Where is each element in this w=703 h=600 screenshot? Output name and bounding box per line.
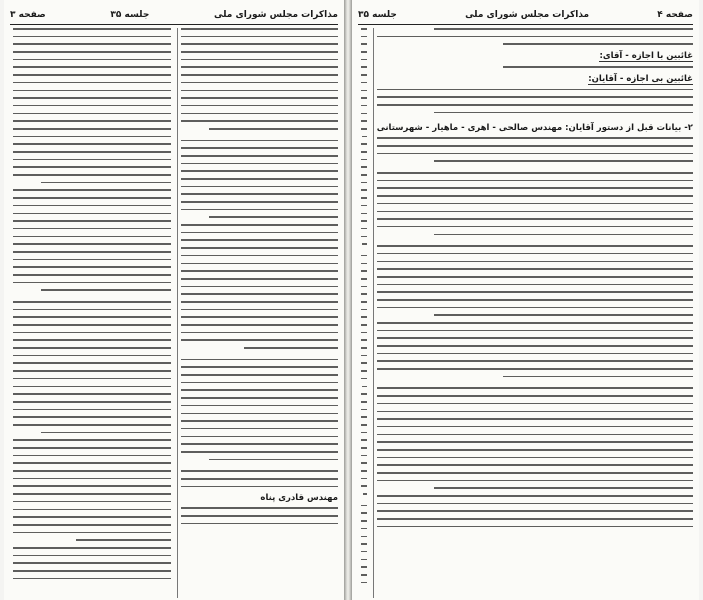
text-line bbox=[361, 324, 367, 326]
text-line bbox=[361, 74, 367, 76]
text-line bbox=[361, 455, 367, 457]
text-line bbox=[361, 432, 367, 434]
text-line bbox=[181, 155, 339, 157]
right-page-column-right bbox=[373, 28, 693, 598]
text-line bbox=[181, 413, 339, 415]
text-line bbox=[377, 411, 693, 413]
text-line bbox=[13, 220, 171, 222]
text-line bbox=[13, 378, 171, 380]
text-line bbox=[361, 551, 367, 553]
absent-without-leave-heading: غائبین بی اجازه - آقایان: bbox=[588, 73, 693, 84]
text-line bbox=[377, 284, 693, 286]
text-line bbox=[377, 226, 693, 228]
text-line bbox=[361, 159, 367, 161]
text-line bbox=[377, 441, 693, 443]
text-line bbox=[181, 428, 339, 430]
text-line bbox=[13, 90, 171, 92]
text-line bbox=[361, 128, 367, 130]
text-line bbox=[181, 105, 339, 107]
text-line bbox=[181, 374, 339, 376]
left-page-header bbox=[10, 6, 338, 25]
text-line bbox=[181, 51, 339, 53]
right-page-session: جلسه ۳۵ bbox=[358, 10, 397, 20]
text-line bbox=[361, 59, 367, 61]
text-line bbox=[13, 36, 171, 38]
text-line bbox=[13, 386, 171, 388]
text-line bbox=[361, 485, 367, 487]
text-line bbox=[361, 462, 367, 464]
text-line bbox=[13, 213, 171, 215]
text-line bbox=[361, 36, 367, 38]
text-line bbox=[13, 439, 171, 441]
text-line bbox=[377, 261, 693, 263]
text-line bbox=[361, 347, 367, 349]
text-line bbox=[361, 316, 367, 318]
text-line bbox=[377, 503, 693, 505]
text-line bbox=[13, 332, 171, 334]
text-line bbox=[13, 462, 171, 464]
text-line bbox=[361, 51, 367, 53]
text-line bbox=[13, 259, 171, 261]
text-line bbox=[377, 291, 693, 293]
text-line bbox=[361, 401, 367, 403]
text-line bbox=[13, 370, 171, 372]
text-line bbox=[181, 397, 339, 399]
text-line bbox=[13, 282, 171, 284]
text-line bbox=[13, 274, 171, 276]
text-line bbox=[13, 401, 171, 403]
text-line bbox=[181, 113, 339, 115]
text-line bbox=[181, 170, 339, 172]
right-page-number: صفحه ۴ bbox=[657, 10, 693, 20]
text-line bbox=[13, 236, 171, 238]
text-line bbox=[361, 301, 367, 303]
text-line bbox=[181, 515, 339, 517]
text-line bbox=[361, 409, 367, 411]
text-line bbox=[181, 201, 339, 203]
text-line bbox=[377, 203, 693, 205]
text-line bbox=[361, 143, 367, 145]
text-line bbox=[361, 470, 367, 472]
text-line bbox=[377, 345, 693, 347]
text-line bbox=[209, 128, 338, 130]
text-line bbox=[361, 197, 367, 199]
text-line bbox=[181, 28, 339, 30]
text-line bbox=[434, 112, 693, 114]
text-line bbox=[361, 113, 367, 115]
text-line bbox=[13, 532, 171, 534]
text-line bbox=[361, 528, 367, 530]
text-line bbox=[13, 409, 171, 411]
text-line bbox=[13, 151, 171, 153]
text-line bbox=[181, 43, 339, 45]
left-page bbox=[4, 0, 344, 600]
text-line bbox=[181, 263, 339, 265]
text-line bbox=[361, 43, 367, 45]
text-line bbox=[434, 160, 693, 162]
text-line bbox=[181, 507, 339, 509]
text-line bbox=[13, 524, 171, 526]
text-line bbox=[13, 570, 171, 572]
text-line bbox=[13, 478, 171, 480]
text-line bbox=[181, 163, 339, 165]
text-line bbox=[181, 278, 339, 280]
text-line bbox=[377, 253, 693, 255]
text-line bbox=[377, 307, 693, 309]
text-line bbox=[209, 459, 338, 461]
text-line bbox=[503, 66, 693, 68]
text-line bbox=[361, 543, 367, 545]
text-line bbox=[181, 405, 339, 407]
text-line bbox=[361, 182, 367, 184]
text-line bbox=[361, 28, 367, 30]
text-line bbox=[13, 59, 171, 61]
text-line bbox=[361, 536, 367, 538]
text-line bbox=[13, 555, 171, 557]
text-line bbox=[13, 189, 171, 191]
text-line bbox=[181, 359, 339, 361]
text-line bbox=[377, 368, 693, 370]
text-line bbox=[181, 59, 339, 61]
text-line bbox=[181, 451, 339, 453]
text-line bbox=[13, 509, 171, 511]
text-line bbox=[13, 82, 171, 84]
text-line bbox=[13, 424, 171, 426]
text-line bbox=[361, 582, 367, 584]
text-line bbox=[181, 120, 339, 122]
text-line bbox=[361, 228, 367, 230]
text-line bbox=[361, 416, 367, 418]
text-line bbox=[377, 322, 693, 324]
text-line bbox=[13, 205, 171, 207]
left-page-session: جلسه ۳۵ bbox=[110, 10, 150, 20]
text-line bbox=[377, 360, 693, 362]
text-line bbox=[181, 193, 339, 195]
text-line bbox=[13, 301, 171, 303]
text-line bbox=[181, 140, 339, 142]
text-line bbox=[181, 389, 339, 391]
text-line bbox=[13, 105, 171, 107]
text-line bbox=[13, 51, 171, 53]
text-line bbox=[377, 218, 693, 220]
text-line bbox=[362, 386, 367, 388]
text-line bbox=[361, 286, 367, 288]
text-line bbox=[361, 424, 367, 426]
text-line bbox=[361, 120, 367, 122]
text-line bbox=[209, 216, 338, 218]
text-line bbox=[181, 301, 339, 303]
text-line bbox=[41, 182, 170, 184]
text-line bbox=[377, 276, 693, 278]
right-page bbox=[352, 0, 699, 600]
right-page-header bbox=[358, 6, 693, 25]
text-line bbox=[361, 82, 367, 84]
text-line bbox=[361, 505, 367, 507]
text-line bbox=[377, 472, 693, 474]
text-line bbox=[181, 209, 339, 211]
text-line bbox=[377, 104, 693, 106]
text-line bbox=[181, 224, 339, 226]
text-line bbox=[377, 96, 693, 98]
text-line bbox=[13, 578, 171, 580]
text-line bbox=[13, 416, 171, 418]
text-line bbox=[181, 523, 339, 525]
text-line bbox=[181, 36, 339, 38]
text-line bbox=[377, 145, 693, 147]
text-line bbox=[13, 547, 171, 549]
text-line bbox=[361, 66, 367, 68]
text-line bbox=[361, 574, 367, 576]
text-line bbox=[13, 470, 171, 472]
text-line bbox=[13, 243, 171, 245]
text-line bbox=[181, 332, 339, 334]
text-line bbox=[13, 455, 171, 457]
text-line bbox=[361, 378, 367, 380]
text-line bbox=[361, 393, 367, 395]
text-line bbox=[363, 493, 366, 495]
text-line bbox=[377, 495, 693, 497]
text-line bbox=[361, 213, 367, 215]
text-line bbox=[361, 220, 367, 222]
text-line bbox=[361, 105, 367, 107]
text-line bbox=[76, 539, 171, 541]
text-line bbox=[434, 314, 693, 316]
text-line bbox=[13, 316, 171, 318]
text-line bbox=[13, 447, 171, 449]
text-line bbox=[362, 136, 367, 138]
text-line bbox=[181, 443, 339, 445]
text-line bbox=[13, 266, 171, 268]
text-line bbox=[361, 332, 367, 334]
text-line bbox=[181, 90, 339, 92]
text-line bbox=[377, 299, 693, 301]
text-line bbox=[361, 520, 367, 522]
text-line bbox=[181, 382, 339, 384]
text-line bbox=[377, 245, 693, 247]
text-line bbox=[13, 393, 171, 395]
text-line bbox=[13, 166, 171, 168]
text-line bbox=[181, 478, 339, 480]
text-line bbox=[503, 43, 693, 45]
item-2-heading: ۲- بیانات قبل از دستور آقایان: مهندس صالحی - اهری - ماهیار - شهرستانی bbox=[376, 123, 693, 134]
text-line bbox=[41, 432, 170, 434]
text-line bbox=[361, 362, 367, 364]
text-line bbox=[13, 120, 171, 122]
text-line bbox=[362, 243, 367, 245]
text-line bbox=[361, 166, 367, 168]
text-line bbox=[181, 97, 339, 99]
text-line bbox=[13, 113, 171, 115]
text-line bbox=[361, 566, 367, 568]
text-line bbox=[377, 403, 693, 405]
text-line bbox=[41, 289, 170, 291]
text-line bbox=[361, 97, 367, 99]
text-line bbox=[434, 234, 693, 236]
text-line bbox=[361, 189, 367, 191]
text-line bbox=[13, 228, 171, 230]
text-line bbox=[361, 151, 367, 153]
text-line bbox=[377, 426, 693, 428]
text-line bbox=[361, 339, 367, 341]
text-line bbox=[377, 187, 693, 189]
text-line bbox=[181, 247, 339, 249]
page-gutter bbox=[344, 0, 352, 600]
left-page-title: مذاکرات مجلس شورای ملی bbox=[213, 10, 338, 20]
text-line bbox=[13, 74, 171, 76]
text-line bbox=[13, 159, 171, 161]
text-line bbox=[13, 501, 171, 503]
text-line bbox=[503, 376, 693, 378]
text-line bbox=[361, 439, 367, 441]
text-line bbox=[181, 82, 339, 84]
text-line bbox=[377, 353, 693, 355]
text-line bbox=[181, 420, 339, 422]
text-line bbox=[361, 447, 367, 449]
text-line bbox=[361, 293, 367, 295]
text-line bbox=[181, 339, 339, 341]
text-line bbox=[181, 470, 339, 472]
text-line bbox=[13, 174, 171, 176]
text-line bbox=[377, 395, 693, 397]
text-line bbox=[181, 270, 339, 272]
text-line bbox=[13, 143, 171, 145]
text-line bbox=[181, 239, 339, 241]
text-line bbox=[377, 518, 693, 520]
text-line bbox=[181, 232, 339, 234]
text-line bbox=[361, 205, 367, 207]
text-line bbox=[181, 324, 339, 326]
text-line bbox=[13, 324, 171, 326]
text-line bbox=[181, 286, 339, 288]
text-line bbox=[13, 97, 171, 99]
text-line bbox=[377, 36, 693, 38]
text-line bbox=[377, 172, 693, 174]
text-line bbox=[181, 309, 339, 311]
text-line bbox=[361, 236, 367, 238]
text-line bbox=[377, 457, 693, 459]
text-line bbox=[361, 270, 367, 272]
right-page-column-left bbox=[358, 28, 367, 598]
text-line bbox=[13, 251, 171, 253]
text-line bbox=[361, 174, 367, 176]
text-line bbox=[13, 355, 171, 357]
text-line bbox=[377, 526, 693, 528]
text-line bbox=[377, 464, 693, 466]
text-line bbox=[13, 43, 171, 45]
text-line bbox=[181, 178, 339, 180]
text-line bbox=[361, 478, 367, 480]
text-line bbox=[361, 559, 367, 561]
right-page-columns bbox=[358, 28, 693, 598]
text-line bbox=[377, 510, 693, 512]
text-line bbox=[13, 136, 171, 138]
left-page-columns bbox=[10, 28, 338, 598]
text-line bbox=[13, 339, 171, 341]
text-line bbox=[361, 255, 367, 257]
text-line bbox=[361, 278, 367, 280]
text-line bbox=[13, 562, 171, 564]
text-line bbox=[181, 255, 339, 257]
text-line bbox=[377, 418, 693, 420]
text-line bbox=[377, 268, 693, 270]
text-line bbox=[181, 186, 339, 188]
text-line bbox=[361, 512, 367, 514]
text-line bbox=[434, 28, 693, 30]
left-page-column-right bbox=[177, 28, 339, 598]
text-line bbox=[181, 316, 339, 318]
text-line bbox=[377, 180, 693, 182]
text-line bbox=[13, 66, 171, 68]
text-line bbox=[181, 486, 339, 488]
text-line bbox=[361, 309, 367, 311]
text-line bbox=[181, 147, 339, 149]
speaker-heading: مهندس قادری پناه bbox=[260, 493, 338, 504]
text-line bbox=[13, 347, 171, 349]
text-line bbox=[377, 387, 693, 389]
text-line bbox=[13, 128, 171, 130]
text-line bbox=[377, 480, 693, 482]
text-line bbox=[361, 263, 367, 265]
text-line bbox=[377, 434, 693, 436]
text-line bbox=[181, 436, 339, 438]
text-line bbox=[13, 485, 171, 487]
text-line bbox=[13, 362, 171, 364]
text-line bbox=[377, 137, 693, 139]
text-line bbox=[377, 330, 693, 332]
text-line bbox=[377, 89, 693, 91]
text-line bbox=[361, 90, 367, 92]
text-line bbox=[181, 66, 339, 68]
text-line bbox=[13, 493, 171, 495]
text-line bbox=[377, 195, 693, 197]
left-page-column-left bbox=[10, 28, 171, 598]
text-line bbox=[13, 197, 171, 199]
text-line bbox=[181, 366, 339, 368]
left-page-number: صفحه ۳ bbox=[10, 10, 46, 20]
absent-with-leave-heading: غائبین با اجازه - آقای: bbox=[599, 51, 693, 62]
text-line bbox=[361, 370, 367, 372]
text-line bbox=[434, 487, 693, 489]
text-line bbox=[377, 449, 693, 451]
text-line bbox=[181, 74, 339, 76]
text-line bbox=[361, 355, 367, 357]
text-line bbox=[13, 28, 171, 30]
right-page-column-right-body bbox=[377, 137, 693, 527]
text-line bbox=[13, 309, 171, 311]
text-line bbox=[377, 337, 693, 339]
text-line bbox=[13, 516, 171, 518]
text-line bbox=[377, 211, 693, 213]
text-line bbox=[181, 293, 339, 295]
text-line bbox=[377, 153, 693, 155]
text-line bbox=[244, 347, 339, 349]
right-page-title: مذاکرات مجلس شورای ملی bbox=[465, 10, 590, 20]
